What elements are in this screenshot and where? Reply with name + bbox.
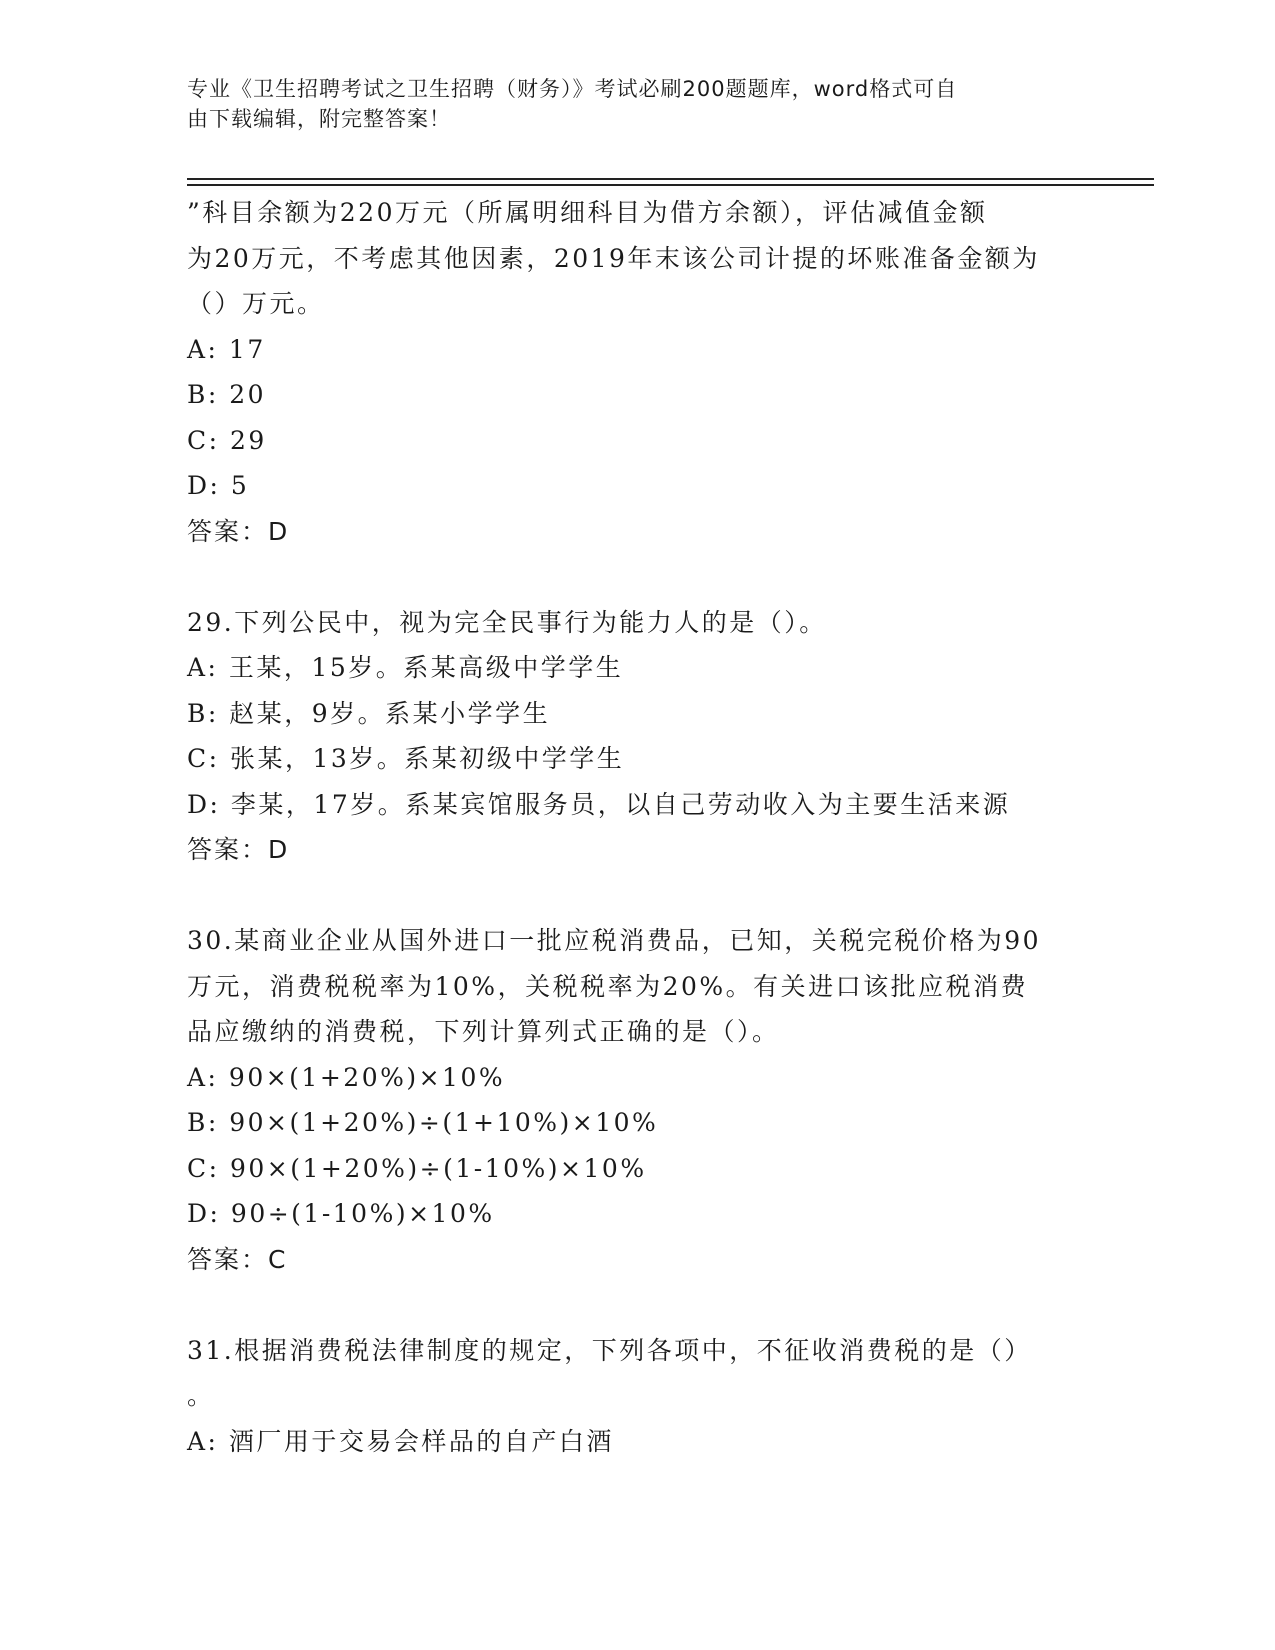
document-header — [187, 74, 1067, 134]
header-title-line-2: 由下载编辑，附完整答案！ — [187, 107, 451, 131]
question-text-line: 品应缴纳的消费税，下列计算列式正确的是（）。 — [187, 1017, 780, 1046]
option-d: D: 李某，17岁。系某宾馆服务员，以自己劳动收入为主要生活来源 — [187, 789, 1011, 819]
option-a: A: 90×(1+20%)×10% — [187, 1062, 506, 1092]
question-30 — [187, 918, 1087, 1282]
option-c: C: 张某，13岁。系某初级中学学生 — [187, 744, 625, 773]
question-31 — [187, 1328, 1087, 1465]
header-title-line-1: 专业《卫生招聘考试之卫生招聘（财务）》考试必刷200题题库，word格式可自 — [187, 77, 958, 101]
question-text-line: 29.下列公民中，视为完全民事行为能力人的是（）。 — [187, 607, 827, 637]
header-divider-top — [187, 178, 1154, 180]
spacer — [187, 554, 1087, 600]
question-text-line: 30.某商业企业从国外进口一批应税消费品，已知，关税完税价格为90 — [187, 926, 1042, 955]
question-28 — [187, 190, 1087, 554]
question-text-line: 31.根据消费税法律制度的规定，下列各项中，不征收消费税的是（） — [187, 1335, 1032, 1365]
option-a: A: 酒厂用于交易会样品的自产白酒 — [187, 1426, 614, 1456]
spacer — [187, 1282, 1087, 1328]
question-text-line: 。 — [187, 1381, 215, 1410]
option-a: A: 17 — [187, 334, 266, 364]
option-b: B: 20 — [187, 380, 267, 409]
option-d: D: 90÷(1-10%)×10% — [187, 1199, 495, 1228]
option-b: B: 90×(1+20%)÷(1+10%)×10% — [187, 1108, 659, 1137]
option-c: C: 90×(1+20%)÷(1-10%)×10% — [187, 1153, 647, 1183]
question-text-line: 为20万元，不考虑其他因素，2019年末该公司计提的坏账准备金额为 — [187, 243, 1040, 273]
question-text-line: （）万元。 — [187, 289, 325, 318]
option-a: A: 王某，15岁。系某高级中学学生 — [187, 653, 624, 682]
header-divider-bottom — [187, 184, 1154, 186]
question-text-line: 万元，消费税税率为10%，关税税率为20%。有关进口该批应税消费 — [187, 971, 1029, 1001]
answer-label: 答案：D — [187, 835, 290, 864]
option-b: B: 赵某，9岁。系某小学学生 — [187, 698, 551, 728]
question-list — [187, 190, 1087, 1464]
question-text-line: ”科目余额为220万元（所属明细科目为借方余额），评估减值金额 — [187, 198, 988, 227]
option-c: C: 29 — [187, 425, 267, 455]
option-d: D: 5 — [187, 471, 250, 500]
answer-label: 答案：D — [187, 516, 290, 546]
spacer — [187, 873, 1087, 919]
question-29 — [187, 600, 1087, 873]
answer-label: 答案：C — [187, 1244, 288, 1274]
